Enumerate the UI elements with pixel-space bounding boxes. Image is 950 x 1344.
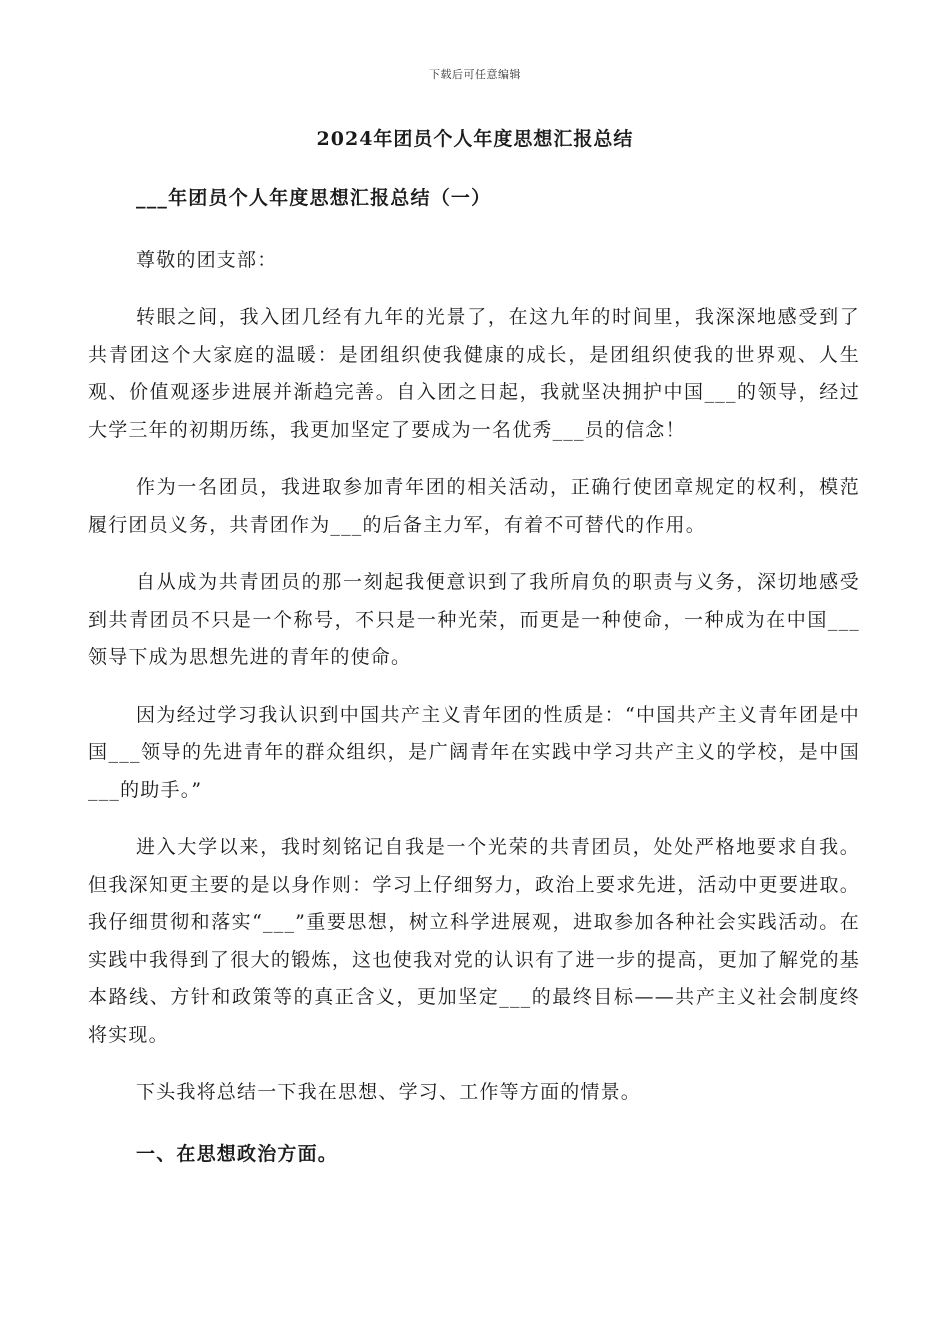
paragraph: 转眼之间，我入团几经有九年的光景了，在这九年的时间里，我深深地感受到了共青团这个大家庭的温暖：是团组织使我健康的成长，是团组织使我的世界观、人生观、价值观逐步进展并渐趋完善。自入团之日起，我就坚决拥护中国___的领导，经过大学三年的初期历练，我更加坚定了要成为一名优秀___员的信念！ xyxy=(88,306,860,441)
salutation: 尊敬的团支部： xyxy=(136,248,278,271)
document-body xyxy=(88,180,860,1173)
document-title: 2024年团员个人年度思想汇报总结 xyxy=(316,128,634,150)
header-note: 下载后可任意编辑 xyxy=(429,68,521,81)
paragraph: 自从成为共青团员的那一刻起我便意识到了我所肩负的职责与义务，深切地感受到共青团员不只是一个称号，不只是一种光荣，而更是一种使命，一种成为在中国___领导下成为思想先进的青年的使命。 xyxy=(88,571,860,668)
paragraph: 作为一名团员，我进取参加青年团的相关活动，正确行使团章规定的权利，模范履行团员义务，共青团作为___的后备主力军，有着不可替代的作用。 xyxy=(88,476,860,536)
paragraph: 因为经过学习我认识到中国共产主义青年团的性质是：“中国共产主义青年团是中国___领导的先进青年的群众组织，是广阔青年在实践中学习共产主义的学校，是中国___的助手。” xyxy=(88,703,860,801)
paragraph: 进入大学以来，我时刻铭记自我是一个光荣的共青团员，处处严格地要求自我。但我深知更主要的是以身作则：学习上仔细努力，政治上要求先进，活动中更要进取。我仔细贯彻和落实“___”重要思想，树立科学进展观，进取参加各种社会实践活动。在实践中我得到了很大的锻炼，这也使我对党的认识有了进一步的提高，更加了解党的基本路线、方针和政策等的真正含义，更加坚定___的最终目标——共产主义社会制度终将实现。 xyxy=(88,836,860,1046)
paragraph: 下头我将总结一下我在思想、学习、工作等方面的情景。 xyxy=(136,1081,642,1103)
section-heading: ___年团员个人年度思想汇报总结（一） xyxy=(136,187,492,209)
sub-heading: 一、在思想政治方面。 xyxy=(136,1142,339,1165)
